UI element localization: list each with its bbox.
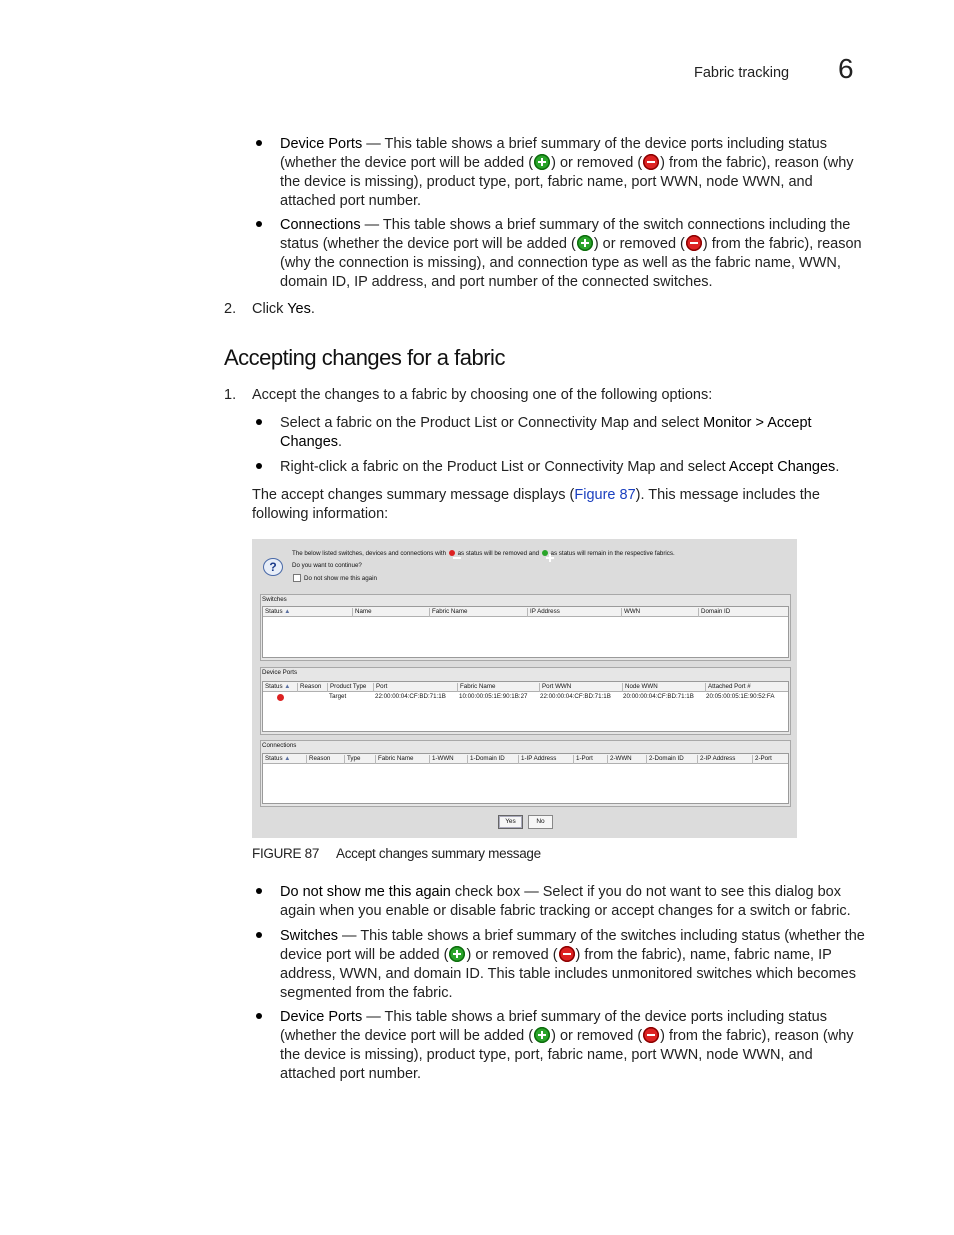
bullet-switches: Switches — This table shows a brief summary of the switches including status (whether the device port will be added ( ) or removed ( ) from the fabric), name, fabric name, IP address, WWN, and domain ID. This table includes unmonitored switches which becomes segmented from the fabric. [280, 928, 865, 1001]
cell-fabric-name: 10:00:00:05:1E:90:1B:27 [459, 693, 528, 700]
column-header[interactable]: Fabric Name [375, 755, 413, 764]
dialog-message: The below listed switches, devices and connections with as status will be removed and as status will remain in the respective fabrics. [292, 550, 675, 557]
table-header [263, 754, 788, 764]
add-icon [577, 235, 593, 251]
sort-up-icon: ▲ [284, 608, 291, 615]
table-header [263, 682, 788, 692]
bullet-dont-show: Do not show me this again check box — Select if you do not want to see this dialog box again when you enable or disable fabric tracking or accept changes for a switch or fabric. [280, 884, 851, 919]
bullet-dot [256, 463, 262, 469]
add-icon [534, 1027, 550, 1043]
column-header[interactable]: Name [352, 608, 372, 617]
step-number: 2. [224, 301, 237, 317]
option-monitor-accept: Select a fabric on the Product List or Connectivity Map and select Monitor > Accept Changes. [280, 415, 812, 450]
device-ports-table [262, 681, 789, 732]
panel-title: Switches [262, 596, 287, 603]
bullet-dot [256, 888, 262, 894]
column-header[interactable]: IP Address [527, 608, 560, 617]
column-header[interactable]: 2-IP Address [697, 755, 735, 764]
sort-up-icon: ▲ [284, 683, 291, 690]
bullet-dot [256, 419, 262, 425]
column-header[interactable]: Port WWN [539, 683, 571, 692]
remove-icon [559, 946, 575, 962]
figure-label: FIGURE 87 [252, 846, 320, 861]
column-header[interactable]: 2-Port [752, 755, 772, 764]
add-icon [534, 154, 550, 170]
column-header[interactable]: Reason [306, 755, 330, 764]
column-header[interactable]: 1-Domain ID [467, 755, 505, 764]
add-icon [449, 946, 465, 962]
bullet-dot [256, 932, 262, 938]
column-header[interactable]: Status ▲ [265, 755, 291, 762]
bullet-connections: Connections — This table shows a brief summary of the switch connections including the status (whether the device port will be added ( ) or removed ( ) from the fabric), reason (why the connection is missing), and connection type as well as the fabric name, WWN, domain ID, IP address, and port number of the connected switches. [280, 217, 862, 290]
summary-paragraph: The accept changes summary message displays (Figure 87). This message includes the following information: [252, 487, 820, 522]
switches-panel [260, 594, 791, 661]
figure-link[interactable]: Figure 87 [574, 487, 636, 503]
bullet-dot [256, 1013, 262, 1019]
dialog-question: Do you want to continue? [292, 562, 362, 569]
dont-show-label: Do not show me this again [304, 575, 377, 582]
figure-caption: Accept changes summary message [336, 846, 541, 861]
sort-up-icon: ▲ [284, 755, 291, 762]
step-number: 1. [224, 387, 237, 403]
cell-port: 22:00:00:04:CF:BD:71:1B [375, 693, 446, 700]
column-header[interactable]: 2-Domain ID [646, 755, 684, 764]
cell-product-type: Target [329, 693, 347, 700]
column-header[interactable]: Attached Port # [705, 683, 751, 692]
accept-changes-dialog [252, 539, 797, 838]
bullet-dot [256, 140, 262, 146]
table-header [263, 607, 788, 617]
column-header[interactable]: WWN [621, 608, 640, 617]
step-accept-text: Accept the changes to a fabric by choosing one of the following options: [252, 387, 713, 403]
cell-attached-port: 20:05:00:05:1E:90:52:FA [706, 693, 775, 700]
bullet-device-ports: Device Ports — This table shows a brief summary of the device ports including status (whether the device port will be added ( ) or removed ( ) from the fabric), reason (why the device is missing), product type, port, fabric name, port WWN, node WWN, and attached port number. [280, 136, 854, 209]
section-title: Accepting changes for a fabric [224, 345, 505, 370]
column-header[interactable]: Product Type [327, 683, 366, 692]
connections-panel [260, 740, 791, 807]
option-right-click: Right-click a fabric on the Product List or Connectivity Map and select Accept Changes. [280, 459, 840, 475]
column-header[interactable]: Status ▲ [265, 608, 291, 615]
add-icon [542, 550, 548, 556]
panel-title: Device Ports [262, 669, 298, 676]
column-header[interactable]: Reason [297, 683, 321, 692]
bullet-device-ports-2: Device Ports — This table shows a brief summary of the device ports including status (whether the device port will be added ( ) or removed ( ) from the fabric), reason (why the device is missing), product type, port, fabric name, port WWN, node WWN, and attached port number. [280, 1009, 854, 1082]
column-header[interactable]: Domain ID [698, 608, 730, 617]
column-header[interactable]: Node WWN [622, 683, 658, 692]
running-header: Fabric tracking [694, 65, 790, 81]
remove-icon [686, 235, 702, 251]
column-header[interactable]: Port [373, 683, 387, 692]
remove-icon [277, 694, 284, 701]
yes-button[interactable]: Yes [498, 815, 523, 829]
column-header[interactable]: 1-WWN [429, 755, 454, 764]
remove-icon [449, 550, 455, 556]
remove-icon [643, 1027, 659, 1043]
switches-table [262, 606, 789, 658]
connections-table [262, 753, 789, 804]
step-click-yes: Click Yes. [252, 301, 315, 317]
column-header[interactable]: Status ▲ [265, 683, 291, 690]
column-header[interactable]: 1-IP Address [518, 755, 556, 764]
remove-icon [643, 154, 659, 170]
no-button[interactable]: No [528, 815, 553, 829]
question-icon: ? [263, 558, 283, 576]
bullet-dot [256, 221, 262, 227]
column-header[interactable]: Type [344, 755, 360, 764]
column-header[interactable]: 2-WWN [607, 755, 632, 764]
column-header[interactable]: Fabric Name [457, 683, 495, 692]
column-header[interactable]: 1-Port [573, 755, 593, 764]
cell-node-wwn: 20:00:00:04:CF:BD:71:1B [623, 693, 694, 700]
panel-title: Connections [262, 742, 297, 749]
chapter-number: 6 [838, 53, 854, 84]
cell-port-wwn: 22:00:00:04:CF:BD:71:1B [540, 693, 611, 700]
device-ports-panel [260, 667, 791, 735]
column-header[interactable]: Fabric Name [429, 608, 467, 617]
dont-show-checkbox[interactable] [293, 574, 301, 582]
